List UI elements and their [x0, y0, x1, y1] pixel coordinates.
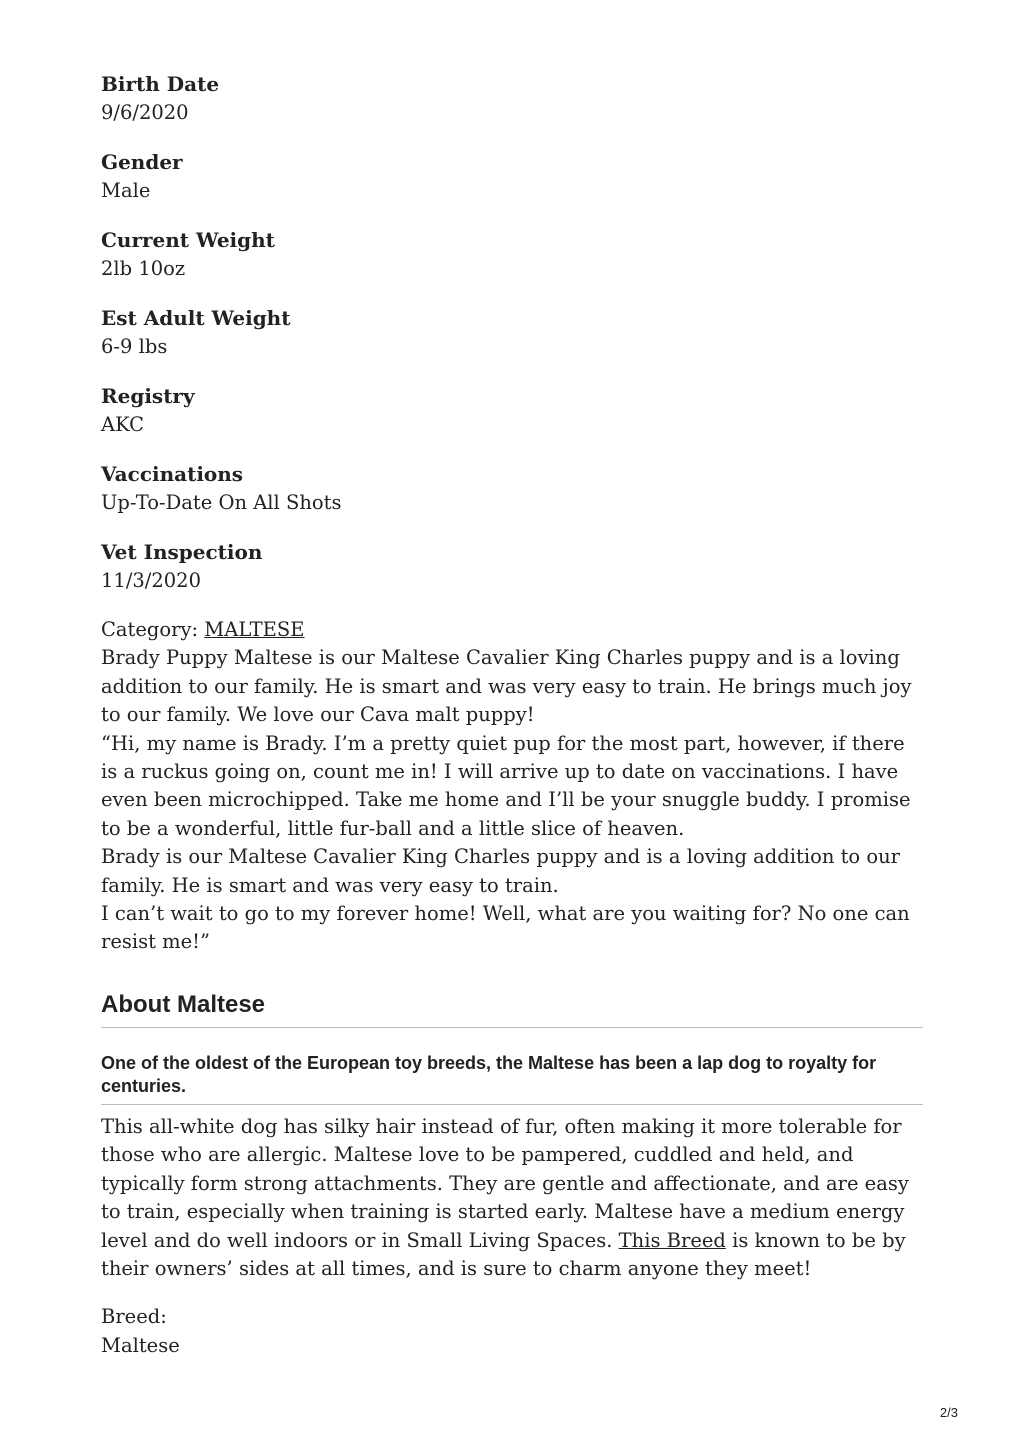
detail-value: 2lb 10oz [101, 257, 186, 280]
category-label: Category: [101, 618, 205, 641]
detail-label: Vaccinations [101, 462, 244, 486]
puppy-description [101, 616, 923, 957]
detail-value: 9/6/2020 [101, 101, 189, 124]
description-paragraph: Brady is our Maltese Cavalier King Charles puppy and is a loving addition to our family. He is smart and was very easy to train. [101, 845, 900, 897]
page-content [101, 70, 923, 1360]
detail-value: AKC [101, 413, 145, 436]
detail-registry [101, 382, 923, 439]
category-line [101, 616, 923, 644]
detail-label: Est Adult Weight [101, 306, 291, 330]
page-number: 2/3 [939, 1405, 958, 1420]
description-paragraph: “Hi, my name is Brady. I’m a pretty quiet pup for the most part, however, if there is a ruckus going on, count me in! I will arrive up to date on vaccinations. I have even been microchipped. Take me home and I’ll be your snuggle buddy. I promise to be a wonderful, little fur-ball and a little slice of heaven. [101, 731, 911, 840]
detail-label: Birth Date [101, 72, 220, 96]
detail-value: Up-To-Date On All Shots [101, 491, 342, 514]
description-paragraph: I can’t wait to go to my forever home! Well, what are you waiting for? No one can resist me!” [101, 902, 910, 954]
detail-vet-inspection [101, 538, 923, 595]
this-breed-link[interactable]: This Breed [618, 1228, 726, 1252]
about-heading: About Maltese [101, 991, 923, 1028]
detail-value: 11/3/2020 [101, 569, 201, 592]
detail-vaccinations [101, 460, 923, 517]
about-body-text: is known to be by their owners’ sides at all times, and is sure to charm anyone they meet! [101, 1228, 906, 1280]
detail-current-weight [101, 226, 923, 283]
breed-label: Breed: [101, 1305, 167, 1329]
description-paragraph: Brady Puppy Maltese is our Maltese Cavalier King Charles puppy and is a loving addition to our family. He is smart and was very easy to train. He brings much joy to our family. We love our Cava malt puppy! [101, 646, 912, 727]
detail-label: Vet Inspection [101, 540, 263, 564]
detail-label: Registry [101, 384, 195, 408]
about-body [101, 1113, 923, 1283]
about-subheading: One of the oldest of the European toy breeds, the Maltese has been a lap dog to royalty for centuries. [101, 1052, 923, 1105]
detail-gender [101, 148, 923, 205]
detail-birth-date [101, 70, 923, 127]
about-body-text: This all-white dog has silky hair instead of fur, often making it more tolerable for those who are allergic. Maltese love to be pampered, cuddled and held, and typically form strong attachments. They are gentle and affectionate, and are easy to train, especially when training is started early. Maltese have a medium energy level and do well indoors or in Small Living Spaces. [101, 1114, 909, 1252]
detail-value: 6-9 lbs [101, 335, 168, 358]
breed-value: Maltese [101, 1333, 180, 1357]
detail-value: Male [101, 179, 151, 202]
breed-block [101, 1303, 923, 1360]
category-link[interactable]: MALTESE [204, 618, 305, 641]
detail-label: Current Weight [101, 228, 275, 252]
detail-label: Gender [101, 150, 183, 174]
detail-est-adult-weight [101, 304, 923, 361]
